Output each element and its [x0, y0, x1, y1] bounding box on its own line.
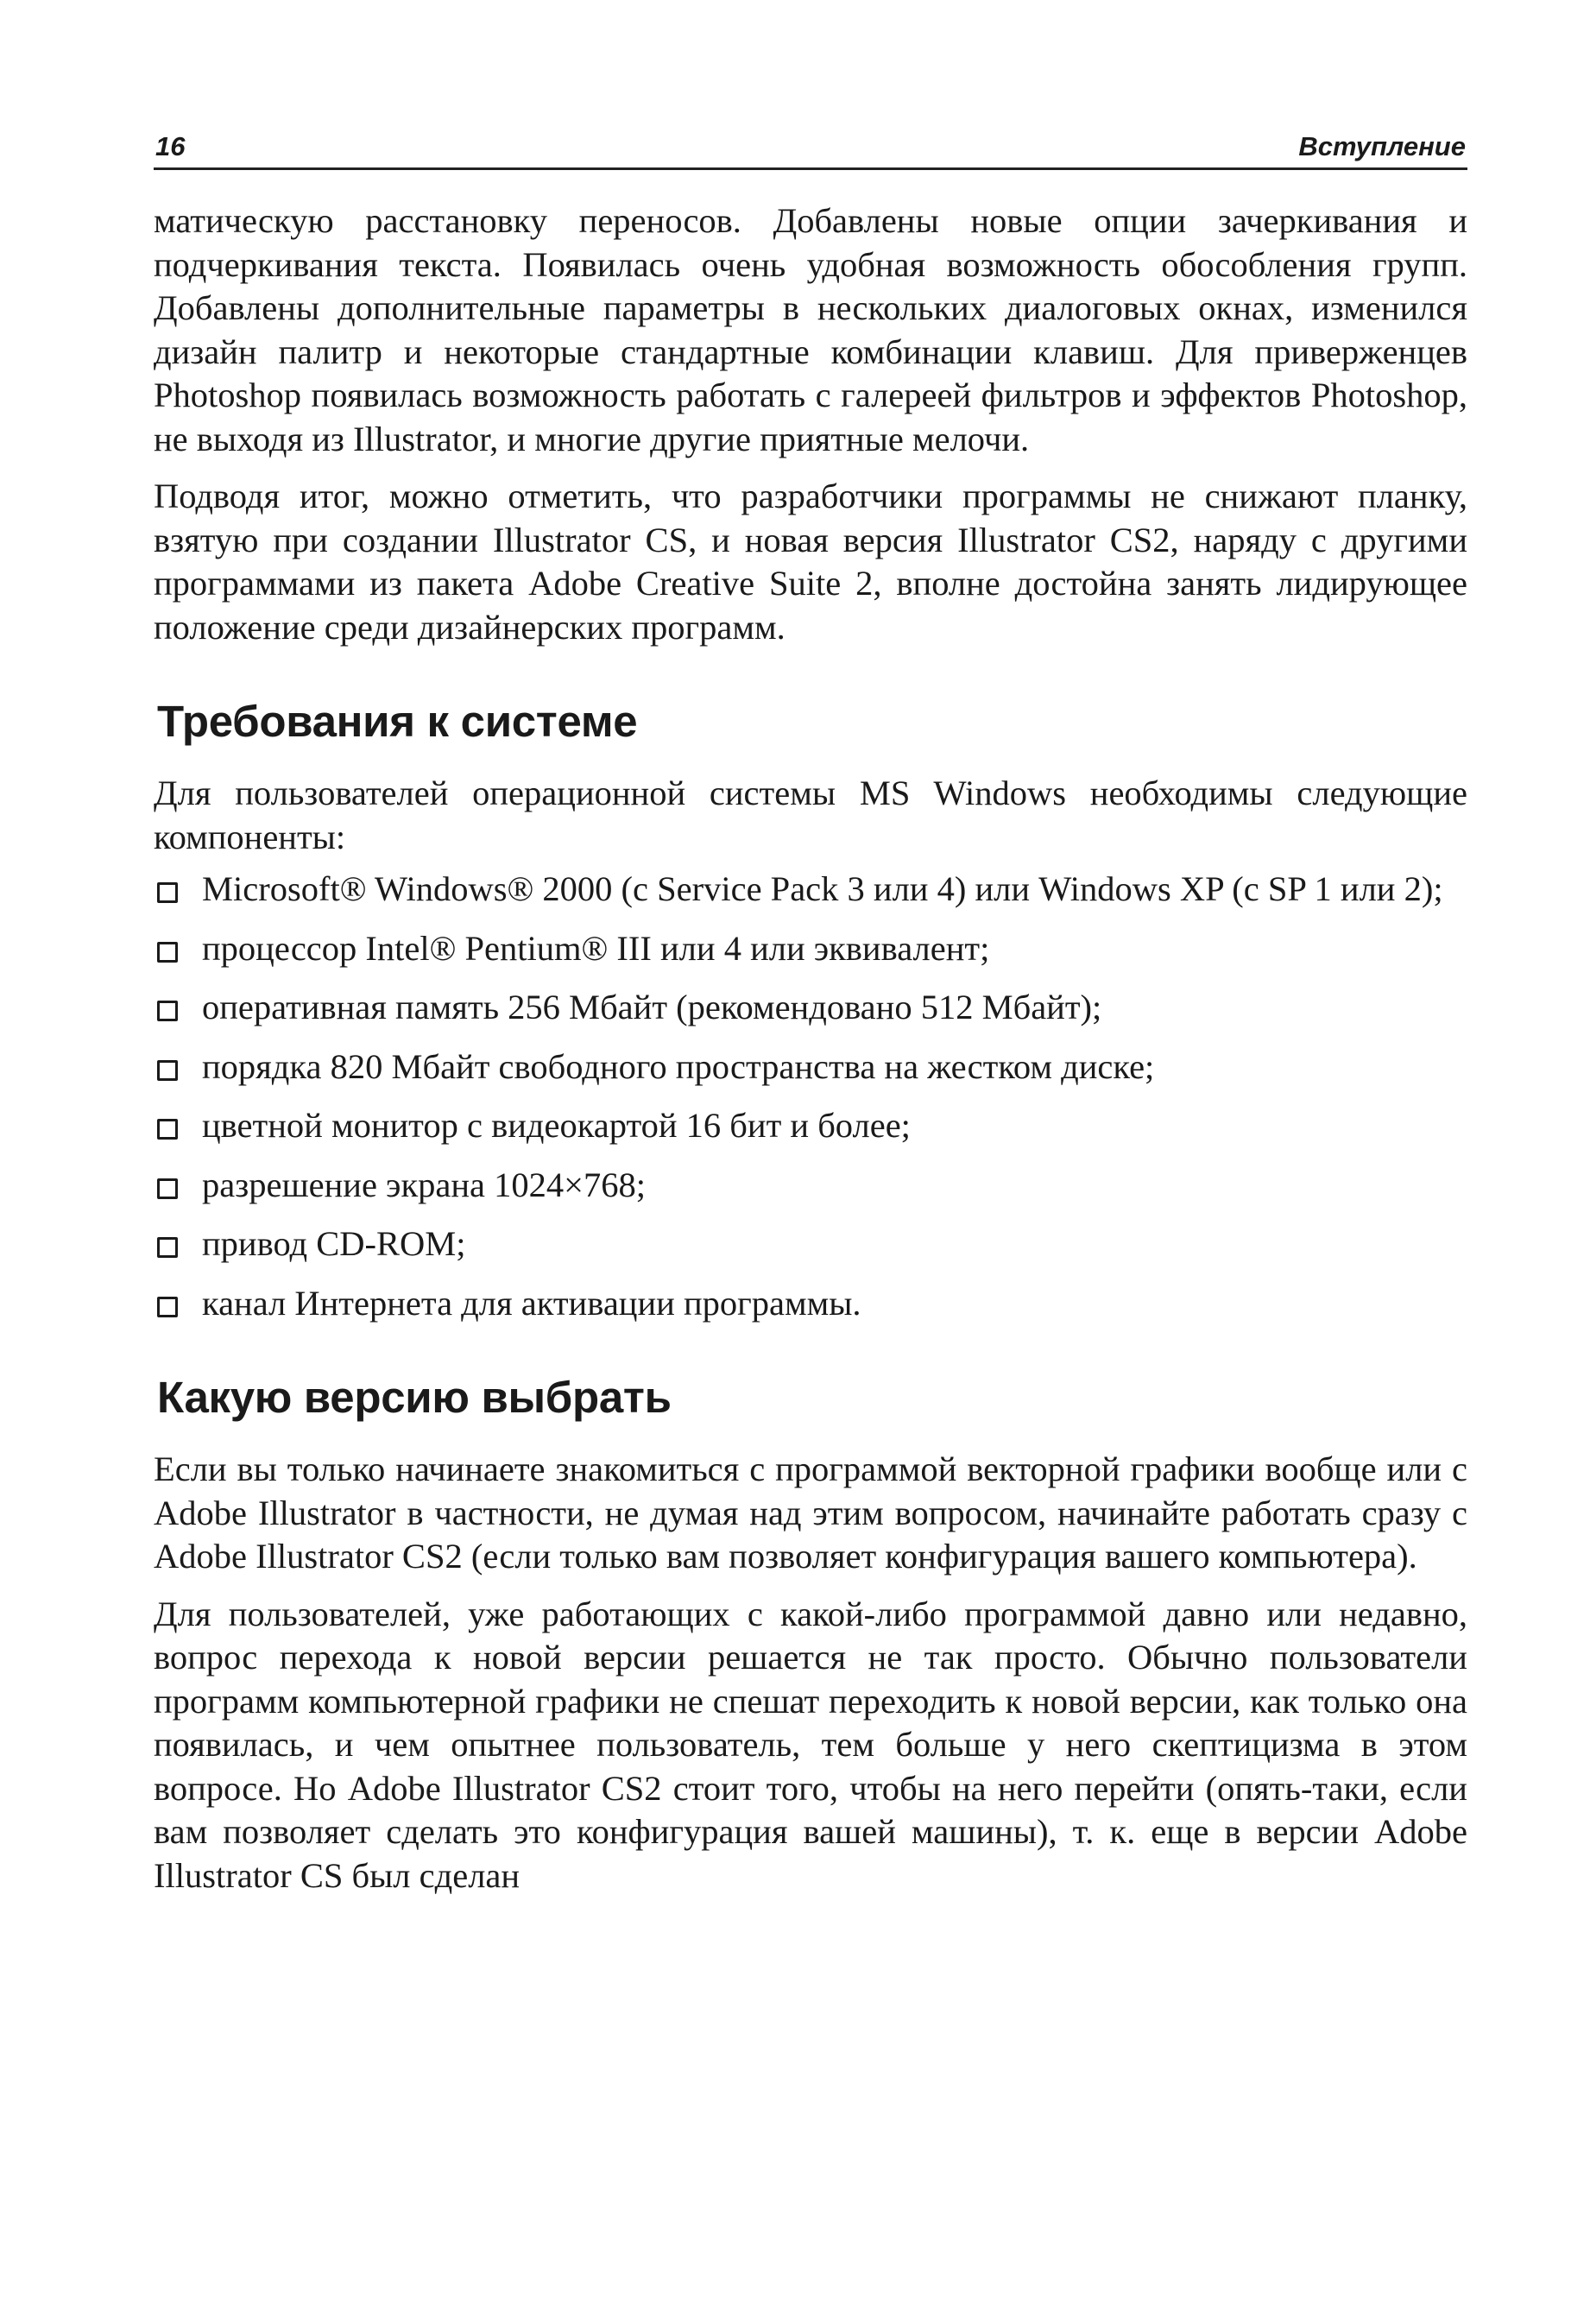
checkbox-bullet-icon [157, 1237, 178, 1258]
list-item [154, 927, 1467, 971]
list-item-text: привод CD-ROM; [202, 1224, 466, 1263]
checkbox-bullet-icon [157, 1178, 178, 1199]
book-page [154, 129, 1467, 1898]
list-item-text: цветной монитор с видеокартой 16 бит и более; [202, 1106, 911, 1145]
paragraph-requirements-intro: Для пользователей операционной системы MS Windows необходимы следующие компоненты: [154, 774, 1467, 856]
checkbox-bullet-icon [157, 1119, 178, 1140]
paragraph-existing-users: Для пользователей, уже работающих с какой-либо программой давно или недавно, вопрос перехода к новой версии решается не так просто. Обычно пользователи программ компьютерной графики не спешат переходить к новой версии, как только она появилась, и чем опытнее пользователь, тем больше у него скептицизма в этом вопросе. Но Adobe Illustrator CS2 стоит того, чтобы на него перейти (опять-таки, если вам позволяет сделать это конфигурация вашей машины), т. к. еще в версии Adobe Illustrator CS был сделан [154, 1594, 1467, 1895]
list-item [154, 1164, 1467, 1208]
checkbox-bullet-icon [157, 1297, 178, 1317]
list-item [154, 1282, 1467, 1326]
list-item-text: разрешение экрана 1024×768; [202, 1165, 646, 1204]
running-header [154, 129, 1467, 170]
list-item-text: оперативная память 256 Мбайт (рекомендовано 512 Мбайт); [202, 988, 1102, 1026]
list-item [154, 1222, 1467, 1266]
page-number: 16 [155, 131, 186, 161]
checkbox-bullet-icon [157, 1001, 178, 1021]
paragraph-summary: Подводя итог, можно отметить, что разработчики программы не снижают планку, взятую при создании Illustrator CS, и новая версия Illustrator CS2, наряду с другими программами из пакета Adobe Creative Suite 2, вполне достойна занять лидирующее положение среди дизайнерских программ. [154, 477, 1467, 647]
checkbox-bullet-icon [157, 1060, 178, 1081]
list-item-text: Microsoft® Windows® 2000 (с Service Pack 3 или 4) или Windows XP (с SP 1 или 2); [202, 869, 1443, 908]
chapter-title: Вступление [1298, 131, 1466, 161]
paragraph-intro-continuation: матическую расстановку переносов. Добавлены новые опции зачеркивания и подчеркивания текста. Появилась очень удобная возможность обособления групп. Добавлены дополнительные параметры в нескольких диалоговых окнах, изменился дизайн палитр и некоторые стандартные комбинации клавиш. Для приверженцев Photoshop появилась возможность работать с галереей фильтров и эффектов Photoshop, не выходя из Illustrator, и многие другие приятные мелочи. [154, 201, 1467, 458]
heading-system-requirements: Требования к системе [157, 697, 638, 746]
list-item [154, 1045, 1467, 1089]
requirements-list [154, 868, 1467, 1325]
checkbox-bullet-icon [157, 882, 178, 903]
list-item-text: процессор Intel® Pentium® III или 4 или эквивалент; [202, 928, 990, 968]
checkbox-bullet-icon [157, 942, 178, 963]
paragraph-beginners: Если вы только начинаете знакомиться с программой векторной графики вообще или с Adobe Illustrator в частности, не думая над этим вопросом, начинайте работать сразу с Adobe Illustrator CS2 (если только вам позволяет конфигурация вашего компьютера). [154, 1449, 1467, 1576]
list-item-text: канал Интернета для активации программы. [202, 1283, 861, 1323]
list-item [154, 1104, 1467, 1148]
list-item [154, 868, 1467, 912]
list-item-text: порядка 820 Мбайт свободного пространства на жестком диске; [202, 1046, 1155, 1086]
heading-version-choice: Какую версию выбрать [157, 1373, 672, 1422]
list-item [154, 986, 1467, 1030]
